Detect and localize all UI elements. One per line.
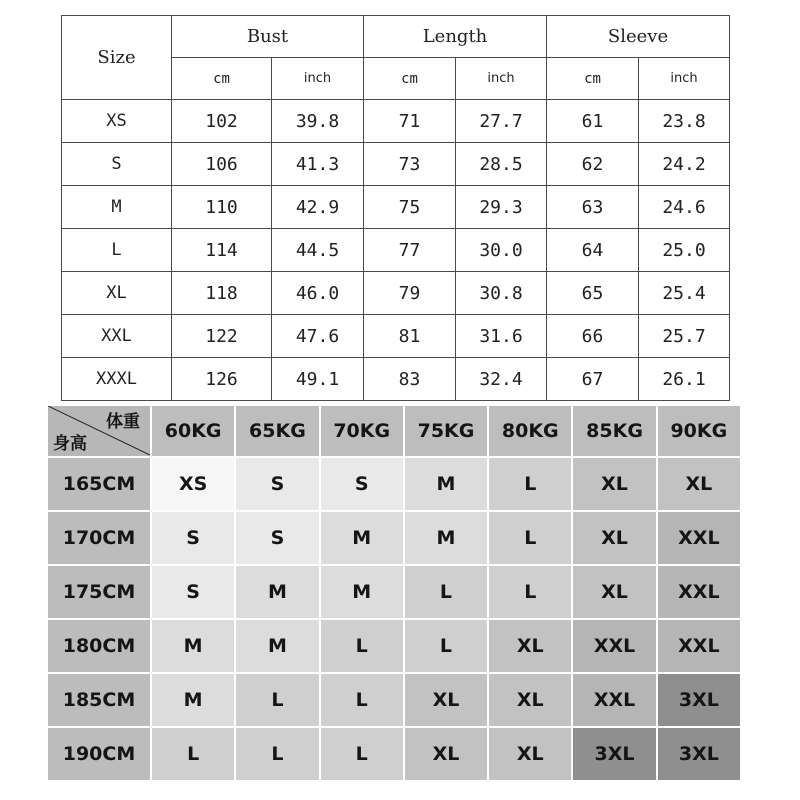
size-cell: XXL xyxy=(572,619,656,673)
height-header: 185CM xyxy=(47,673,151,727)
chart-corner-header xyxy=(47,405,151,457)
size-cell: M xyxy=(404,511,488,565)
measurement-value: 49.1 xyxy=(272,358,364,401)
measurement-value: 25.7 xyxy=(639,315,730,358)
measurement-value: 29.3 xyxy=(456,186,547,229)
measurement-value: 25.4 xyxy=(639,272,730,315)
measurement-value: 73 xyxy=(364,143,456,186)
weight-header: 75KG xyxy=(404,405,488,457)
size-cell: XL xyxy=(572,565,656,619)
size-recommendation-chart xyxy=(46,404,742,782)
size-column-header: Size xyxy=(62,16,172,100)
size-label: S xyxy=(62,143,172,186)
measurement-value: 79 xyxy=(364,272,456,315)
size-cell: M xyxy=(235,619,319,673)
size-cell: XL xyxy=(572,511,656,565)
size-cell: L xyxy=(320,727,404,781)
measurement-value: 61 xyxy=(547,100,639,143)
size-cell: XL xyxy=(572,457,656,511)
size-cell: M xyxy=(320,565,404,619)
height-header: 190CM xyxy=(47,727,151,781)
height-header: 170CM xyxy=(47,511,151,565)
size-cell: XL xyxy=(488,673,572,727)
size-cell: M xyxy=(320,511,404,565)
size-cell: XL xyxy=(488,619,572,673)
height-header: 180CM xyxy=(47,619,151,673)
size-cell: XXL xyxy=(572,673,656,727)
height-header: 175CM xyxy=(47,565,151,619)
height-axis-label: 身高 xyxy=(53,434,87,454)
size-cell: XL xyxy=(404,673,488,727)
weight-header: 70KG xyxy=(320,405,404,457)
measurement-value: 32.4 xyxy=(456,358,547,401)
measurement-value: 46.0 xyxy=(272,272,364,315)
size-label: XXL xyxy=(62,315,172,358)
size-cell: S xyxy=(320,457,404,511)
measurement-value: 64 xyxy=(547,229,639,272)
measurement-value: 114 xyxy=(172,229,272,272)
table-row xyxy=(62,358,730,401)
table-row xyxy=(47,673,741,727)
size-label: XL xyxy=(62,272,172,315)
size-cell: M xyxy=(151,673,235,727)
measurement-value: 71 xyxy=(364,100,456,143)
table-row xyxy=(47,619,741,673)
unit-header: cm xyxy=(547,58,639,100)
measurement-value: 24.6 xyxy=(639,186,730,229)
measurement-value: 47.6 xyxy=(272,315,364,358)
size-cell: XXL xyxy=(657,619,741,673)
size-cell: L xyxy=(320,619,404,673)
unit-header: inch xyxy=(639,58,730,100)
size-cell: XL xyxy=(657,457,741,511)
size-cell: M xyxy=(151,619,235,673)
unit-header: inch xyxy=(456,58,547,100)
size-label: L xyxy=(62,229,172,272)
measurement-value: 75 xyxy=(364,186,456,229)
size-label: XS xyxy=(62,100,172,143)
size-cell: S xyxy=(151,565,235,619)
sleeve-header: Sleeve xyxy=(547,16,730,58)
table-row xyxy=(47,727,741,781)
table-row xyxy=(47,457,741,511)
measurement-value: 24.2 xyxy=(639,143,730,186)
height-header: 165CM xyxy=(47,457,151,511)
size-cell: S xyxy=(235,457,319,511)
measurement-value: 77 xyxy=(364,229,456,272)
table-row xyxy=(47,511,741,565)
bust-header: Bust xyxy=(172,16,364,58)
measurement-value: 110 xyxy=(172,186,272,229)
measurement-value: 41.3 xyxy=(272,143,364,186)
weight-header: 90KG xyxy=(657,405,741,457)
size-cell: M xyxy=(235,565,319,619)
size-cell: XL xyxy=(488,727,572,781)
measurement-value: 122 xyxy=(172,315,272,358)
measurement-value: 65 xyxy=(547,272,639,315)
weight-header: 80KG xyxy=(488,405,572,457)
unit-header: inch xyxy=(272,58,364,100)
size-cell: L xyxy=(404,619,488,673)
measurement-value: 81 xyxy=(364,315,456,358)
measurement-value: 28.5 xyxy=(456,143,547,186)
weight-header: 65KG xyxy=(235,405,319,457)
size-label: M xyxy=(62,186,172,229)
weight-header: 60KG xyxy=(151,405,235,457)
size-cell: L xyxy=(488,457,572,511)
size-cell: L xyxy=(404,565,488,619)
unit-header: cm xyxy=(364,58,456,100)
measurement-value: 66 xyxy=(547,315,639,358)
measurement-value: 106 xyxy=(172,143,272,186)
measurement-value: 23.8 xyxy=(639,100,730,143)
size-cell: L xyxy=(320,673,404,727)
measurement-value: 27.7 xyxy=(456,100,547,143)
size-cell: S xyxy=(151,511,235,565)
size-cell: S xyxy=(235,511,319,565)
size-cell: L xyxy=(488,511,572,565)
measurement-value: 67 xyxy=(547,358,639,401)
size-cell: 3XL xyxy=(657,727,741,781)
size-cell: L xyxy=(235,673,319,727)
measurement-value: 39.8 xyxy=(272,100,364,143)
size-cell: XXL xyxy=(657,565,741,619)
table-row xyxy=(62,229,730,272)
measurement-table xyxy=(61,15,730,401)
size-cell: XS xyxy=(151,457,235,511)
size-cell: XL xyxy=(404,727,488,781)
measurement-value: 63 xyxy=(547,186,639,229)
weight-axis-label: 体重 xyxy=(106,412,140,432)
table-row xyxy=(62,272,730,315)
size-cell: L xyxy=(151,727,235,781)
size-cell: 3XL xyxy=(572,727,656,781)
size-cell: L xyxy=(488,565,572,619)
measurement-value: 31.6 xyxy=(456,315,547,358)
table-row xyxy=(62,315,730,358)
measurement-value: 25.0 xyxy=(639,229,730,272)
table-row xyxy=(62,100,730,143)
measurement-value: 83 xyxy=(364,358,456,401)
unit-header: cm xyxy=(172,58,272,100)
length-header: Length xyxy=(364,16,547,58)
size-cell: 3XL xyxy=(657,673,741,727)
size-label: XXXL xyxy=(62,358,172,401)
measurement-value: 118 xyxy=(172,272,272,315)
table-row xyxy=(62,143,730,186)
weight-header: 85KG xyxy=(572,405,656,457)
measurement-value: 42.9 xyxy=(272,186,364,229)
measurement-value: 126 xyxy=(172,358,272,401)
table-row xyxy=(62,186,730,229)
table-row xyxy=(47,565,741,619)
measurement-value: 62 xyxy=(547,143,639,186)
measurement-value: 102 xyxy=(172,100,272,143)
size-cell: M xyxy=(404,457,488,511)
size-cell: L xyxy=(235,727,319,781)
measurement-value: 30.0 xyxy=(456,229,547,272)
measurement-value: 26.1 xyxy=(639,358,730,401)
measurement-value: 30.8 xyxy=(456,272,547,315)
size-cell: XXL xyxy=(657,511,741,565)
measurement-value: 44.5 xyxy=(272,229,364,272)
